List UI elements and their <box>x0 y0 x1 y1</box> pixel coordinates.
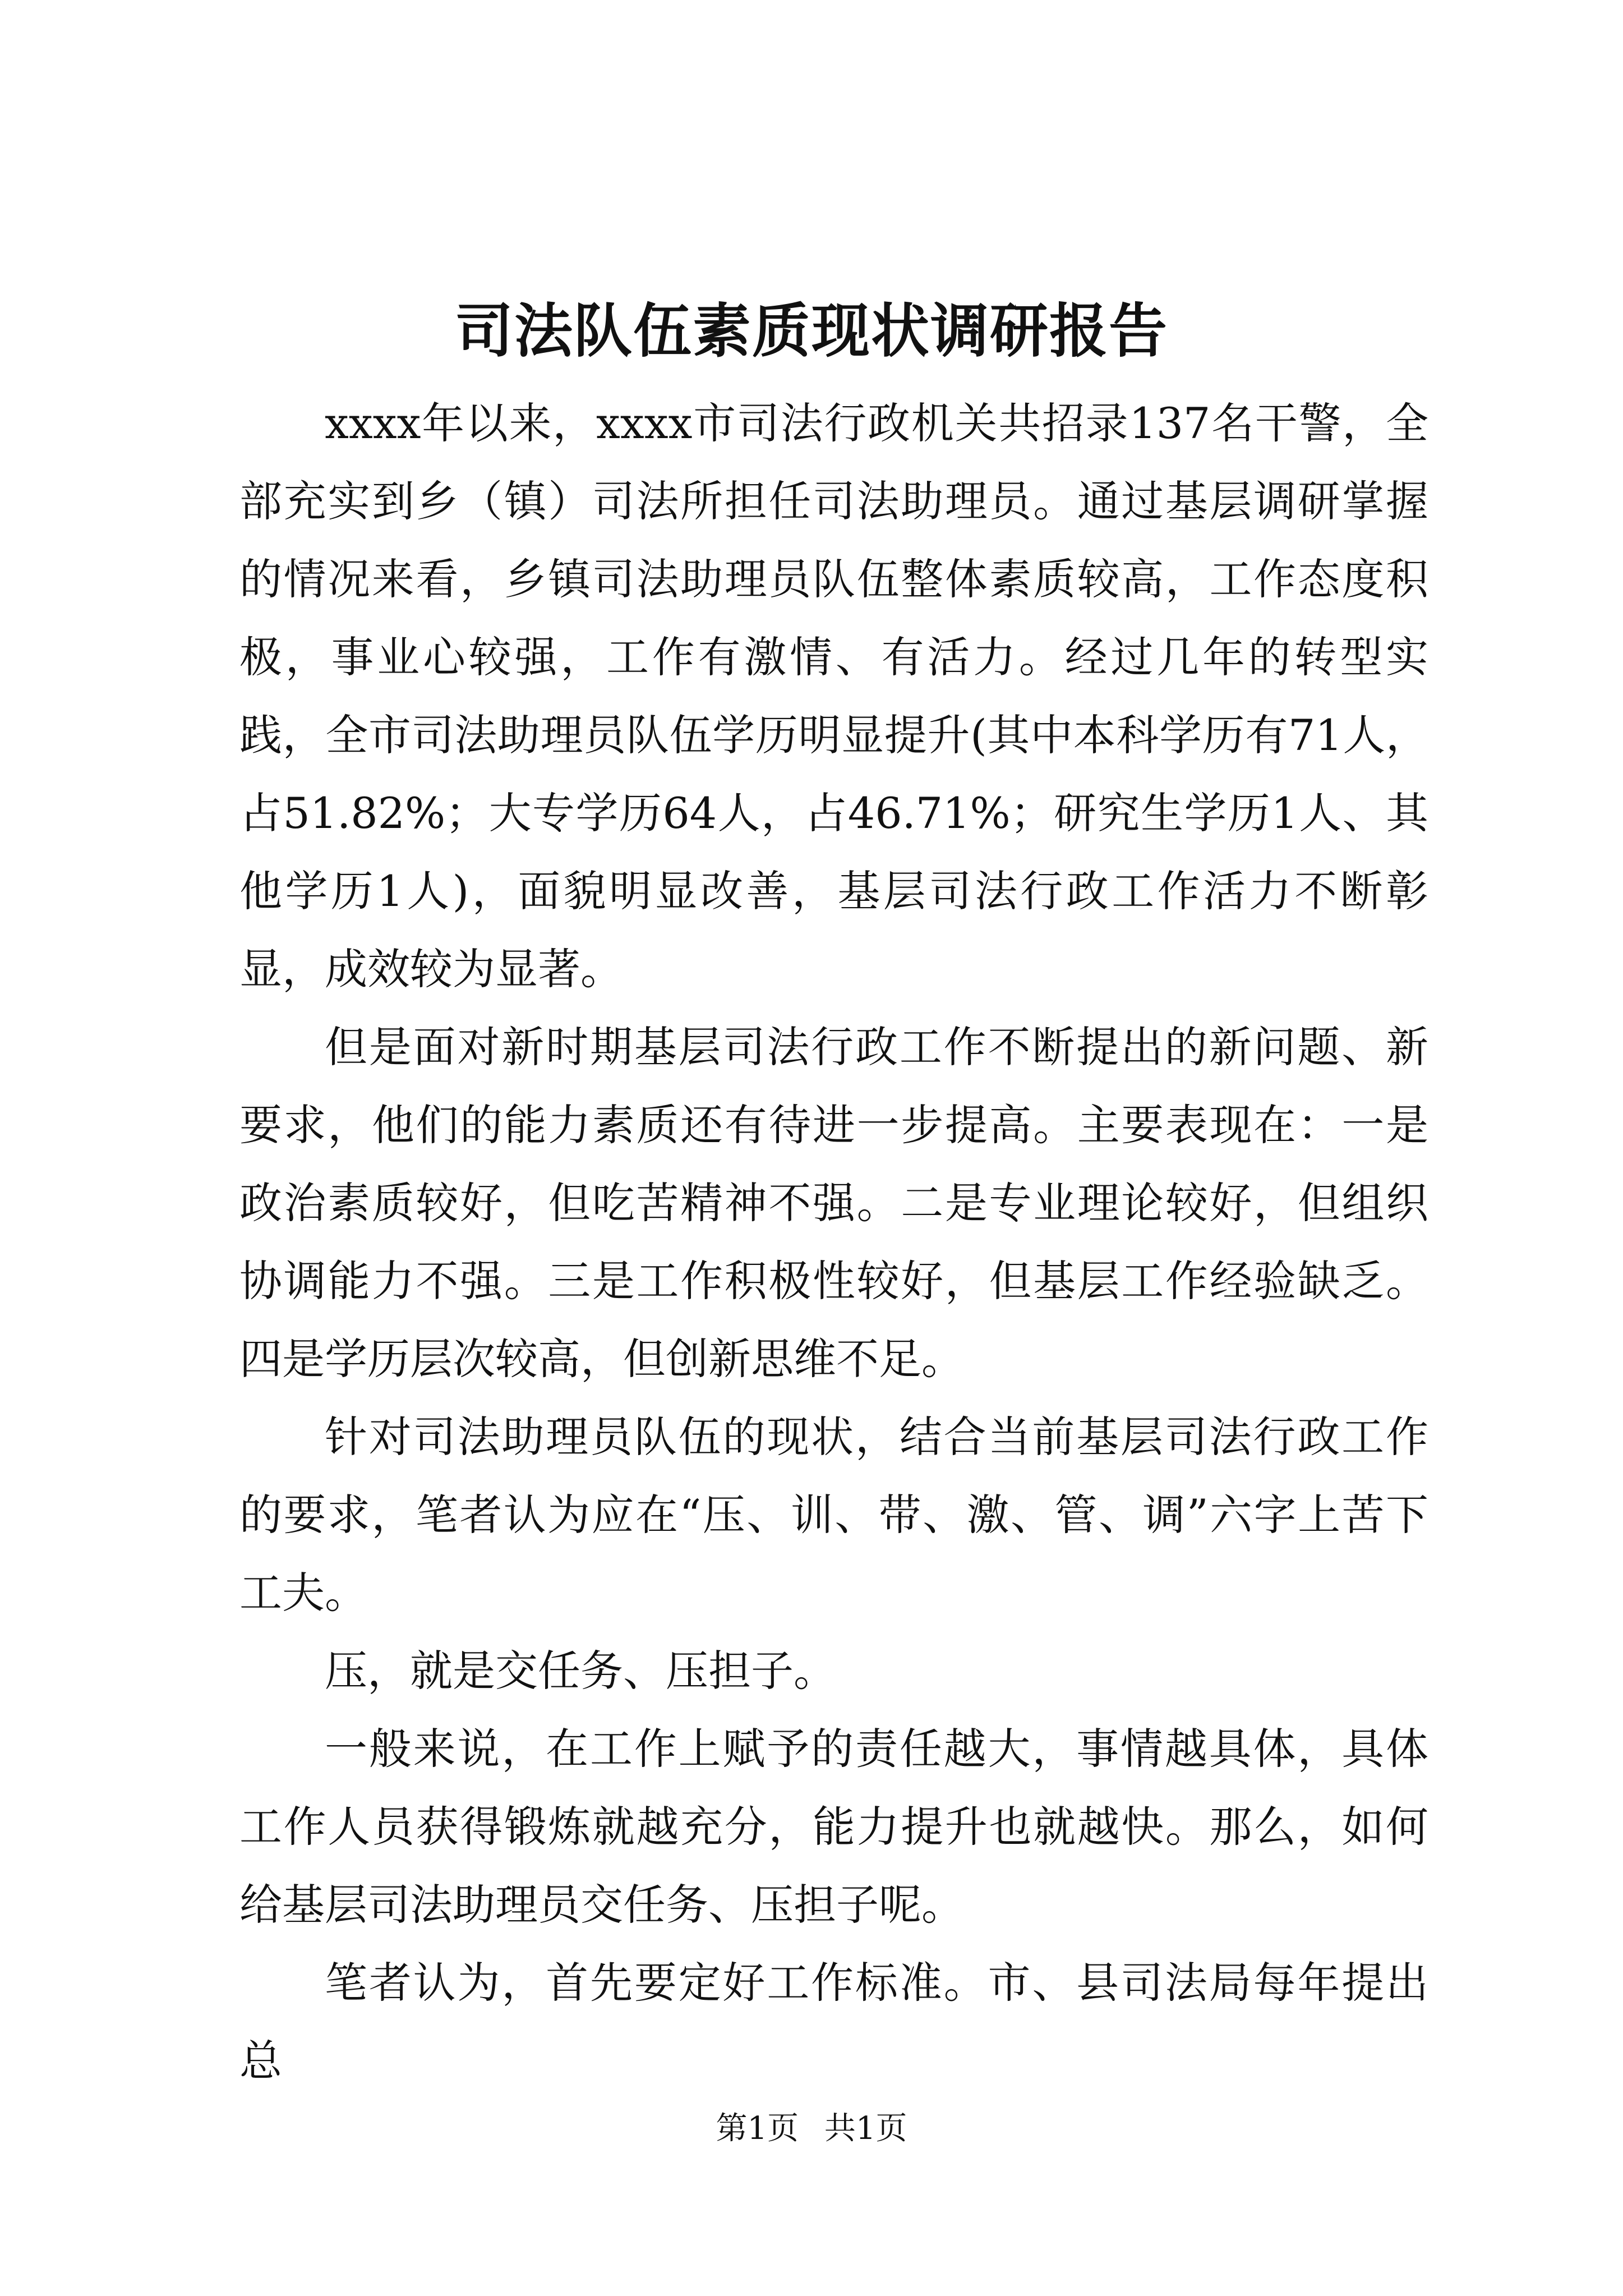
page-footer <box>0 2106 1623 2151</box>
paragraph-press-explanation: 一般来说，在工作上赋予的责任越大，事情越具体，具体工作人员获得锻炼就越充分，能力提升也就越快。那么，如何给基层司法助理员交任务、压担子呢。 <box>239 1724 1428 1930</box>
paragraph-intro: xxxx年以来，xxxx市司法行政机关共招录137名干警，全部充实到乡（镇）司法所担任司法助理员。通过基层调研掌握的情况来看，乡镇司法助理员队伍整体素质较高，工作态度积极，事业心较强，工作有激情、有活力。经过几年的转型实践，全市司法助理员队伍学历明显提升(其中本科学历有71人，占51.82%；大专学历64人，占46.71%；研究生学历1人、其他学历1人)，面貌明显改善，基层司法行政工作活力不断彰显，成效较为显著。 <box>239 398 1428 994</box>
paragraph-work-standards: 笔者认为，首先要定好工作标准。市、县司法局每年提出总 <box>239 1958 1428 2086</box>
document-title: 司法队伍素质现状调研报告 <box>454 296 1168 365</box>
paragraph-press-heading: 压，就是交任务、压担子。 <box>325 1646 836 1696</box>
document-body <box>239 384 1428 2100</box>
page-number: 第1页 <box>716 2110 799 2147</box>
paragraph-problems: 但是面对新时期基层司法行政工作不断提出的新问题、新要求，他们的能力素质还有待进一步提高。主要表现在：一是政治素质较好，但吃苦精神不强。二是专业理论较好，但组织协调能力不强。三是工作积极性较好，但基层工作经验缺乏。四是学历层次较高，但创新思维不足。 <box>239 1022 1428 1384</box>
page-total: 共1页 <box>824 2110 907 2147</box>
paragraph-approach: 针对司法助理员队伍的现状，结合当前基层司法行政工作的要求，笔者认为应在“压、训、带、激、管、调”六字上苦下工夫。 <box>239 1412 1428 1618</box>
